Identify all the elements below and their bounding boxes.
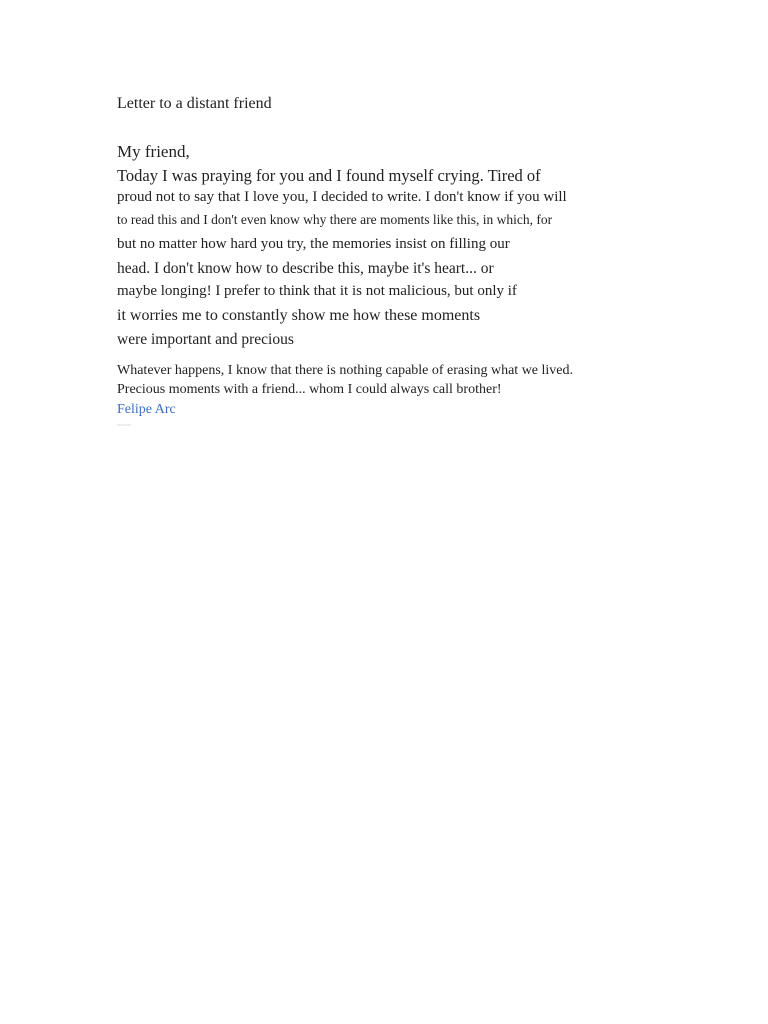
paragraph-1-line-7: it worries me to constantly show me how these moments xyxy=(117,307,481,324)
faint-divider xyxy=(117,424,131,426)
letter-title: Letter to a distant friend xyxy=(117,95,272,112)
paragraph-1-line-8: were important and precious xyxy=(117,331,294,348)
signature-link[interactable]: Felipe Arc xyxy=(117,402,176,417)
paragraph-2-line-1: Whatever happens, I know that there is nothing capable of erasing what we lived. xyxy=(117,363,574,378)
paragraph-2-line-2: Precious moments with a friend... whom I could always call brother! xyxy=(117,382,502,397)
paragraph-1-line-1: Today I was praying for you and I found myself crying. Tired of xyxy=(117,166,541,185)
salutation: My friend, xyxy=(117,142,190,161)
paragraph-1-line-2: proud not to say that I love you, I decided to write. I don't know if you will xyxy=(117,189,567,205)
paragraph-1-line-6: maybe longing! I prefer to think that it is not malicious, but only if xyxy=(117,283,517,299)
paragraph-1-line-4: but no matter how hard you try, the memories insist on filling our xyxy=(117,236,510,252)
paragraph-1-line-5: head. I don't know how to describe this, maybe it's heart... or xyxy=(117,260,494,277)
paragraph-1-line-3: to read this and I don't even know why there are moments like this, in which, for xyxy=(117,212,553,227)
